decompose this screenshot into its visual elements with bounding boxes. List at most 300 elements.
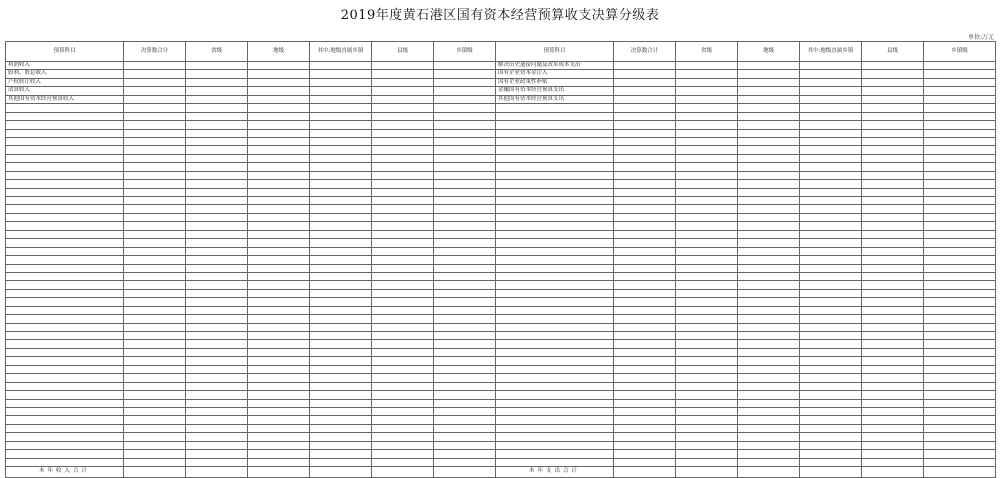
value-cell — [676, 340, 738, 348]
value-cell — [372, 340, 434, 348]
value-cell — [372, 78, 434, 86]
value-cell — [186, 146, 248, 154]
value-cell — [248, 332, 310, 340]
value-cell — [310, 129, 372, 137]
table-row — [6, 154, 996, 162]
income-subject-cell — [6, 323, 124, 331]
value-cell — [924, 399, 996, 407]
income-subject-cell — [6, 407, 124, 415]
value-cell — [372, 230, 434, 238]
value-cell — [676, 382, 738, 390]
value-cell — [614, 391, 676, 399]
value-cell — [924, 121, 996, 129]
value-cell — [862, 450, 924, 458]
table-row — [6, 256, 996, 264]
value-cell — [676, 137, 738, 145]
value-cell — [676, 197, 738, 205]
value-cell — [124, 306, 186, 314]
value-cell — [124, 104, 186, 112]
value-cell — [800, 399, 862, 407]
value-cell — [310, 340, 372, 348]
value-cell — [186, 70, 248, 78]
col-header-direct-town-right: 其中:地级直属乡镇 — [800, 42, 862, 62]
value-cell — [310, 95, 372, 103]
value-cell — [614, 222, 676, 230]
value-cell — [800, 391, 862, 399]
value-cell — [924, 441, 996, 449]
value-cell — [924, 391, 996, 399]
value-cell — [310, 154, 372, 162]
value-cell — [862, 70, 924, 78]
value-cell — [862, 298, 924, 306]
table-row — [6, 104, 996, 112]
value-cell — [738, 146, 800, 154]
value-cell — [924, 146, 996, 154]
value-cell — [738, 154, 800, 162]
value-cell — [738, 180, 800, 188]
value-cell — [248, 112, 310, 120]
value-cell — [676, 62, 738, 70]
value-cell — [372, 62, 434, 70]
expense-subject-cell — [496, 171, 614, 179]
value-cell — [924, 129, 996, 137]
value-cell — [372, 129, 434, 137]
value-cell — [862, 458, 924, 466]
value-cell — [800, 357, 862, 365]
value-cell — [434, 450, 496, 458]
value-cell — [614, 129, 676, 137]
value-cell — [186, 121, 248, 129]
value-cell — [186, 332, 248, 340]
value-cell — [434, 180, 496, 188]
value-cell — [310, 188, 372, 196]
value-cell — [434, 230, 496, 238]
value-cell — [248, 289, 310, 297]
value-cell — [372, 239, 434, 247]
value-cell — [924, 256, 996, 264]
expense-subject-cell — [496, 197, 614, 205]
value-cell — [124, 197, 186, 205]
value-cell — [924, 357, 996, 365]
value-cell — [124, 433, 186, 441]
value-cell — [186, 391, 248, 399]
value-cell — [676, 315, 738, 323]
value-cell — [614, 340, 676, 348]
value-cell — [862, 104, 924, 112]
income-subject-cell — [6, 289, 124, 297]
value-cell — [614, 104, 676, 112]
value-cell — [124, 205, 186, 213]
value-cell — [124, 264, 186, 272]
value-cell — [800, 230, 862, 238]
income-subject-cell — [6, 121, 124, 129]
value-cell — [434, 222, 496, 230]
value-cell — [434, 146, 496, 154]
value-cell — [800, 62, 862, 70]
value-cell — [186, 95, 248, 103]
value-cell — [800, 146, 862, 154]
income-subject-cell — [6, 441, 124, 449]
value-cell — [248, 78, 310, 86]
value-cell — [310, 458, 372, 466]
value-cell — [862, 315, 924, 323]
value-cell — [800, 222, 862, 230]
value-cell — [862, 433, 924, 441]
table-row — [6, 205, 996, 213]
value-cell — [248, 340, 310, 348]
value-cell — [676, 281, 738, 289]
value-cell — [800, 95, 862, 103]
value-cell — [186, 365, 248, 373]
value-cell — [124, 450, 186, 458]
income-subject-cell — [6, 306, 124, 314]
value-cell — [924, 205, 996, 213]
value-cell — [186, 433, 248, 441]
value-cell — [614, 146, 676, 154]
value-cell — [924, 407, 996, 415]
value-cell — [372, 348, 434, 356]
value-cell — [862, 365, 924, 373]
income-subject-cell — [6, 357, 124, 365]
value-cell — [124, 146, 186, 154]
value-cell — [614, 87, 676, 95]
value-cell — [434, 399, 496, 407]
value-cell — [676, 230, 738, 238]
value-cell — [124, 340, 186, 348]
value-cell — [800, 171, 862, 179]
value-cell — [248, 205, 310, 213]
expense-subject-cell — [496, 416, 614, 424]
col-header-total-left: 决算数合计 — [124, 42, 186, 62]
value-cell — [676, 348, 738, 356]
value-cell — [614, 180, 676, 188]
value-cell — [614, 188, 676, 196]
value-cell — [862, 205, 924, 213]
value-cell — [372, 247, 434, 255]
value-cell — [862, 306, 924, 314]
value-cell — [434, 374, 496, 382]
value-cell — [862, 272, 924, 280]
value-cell — [248, 256, 310, 264]
value-cell — [862, 129, 924, 137]
value-cell — [614, 374, 676, 382]
value-cell — [614, 95, 676, 103]
value-cell — [124, 213, 186, 221]
value-cell — [124, 62, 186, 70]
value-cell — [738, 264, 800, 272]
value-cell — [434, 87, 496, 95]
value-cell — [310, 197, 372, 205]
value-cell — [676, 247, 738, 255]
table-row — [6, 450, 996, 458]
value-cell — [676, 78, 738, 86]
value-cell — [186, 129, 248, 137]
value-cell — [124, 424, 186, 432]
col-header-township-left: 乡镇级 — [434, 42, 496, 62]
expense-subject-cell — [496, 154, 614, 162]
value-cell — [248, 171, 310, 179]
value-cell — [310, 222, 372, 230]
expense-subject-cell — [496, 281, 614, 289]
value-cell — [186, 374, 248, 382]
table-row — [6, 374, 996, 382]
value-cell — [248, 87, 310, 95]
value-cell — [800, 272, 862, 280]
value-cell — [248, 374, 310, 382]
expense-subject-cell — [496, 247, 614, 255]
table-row — [6, 188, 996, 196]
value-cell — [924, 281, 996, 289]
value-cell — [862, 171, 924, 179]
value-cell — [372, 289, 434, 297]
expense-subject-cell — [496, 323, 614, 331]
value-cell — [248, 441, 310, 449]
table-row — [6, 129, 996, 137]
value-cell — [434, 188, 496, 196]
expense-subject-cell — [496, 272, 614, 280]
income-subject-cell — [6, 298, 124, 306]
expense-total-cell — [676, 467, 738, 478]
value-cell — [738, 104, 800, 112]
value-cell — [800, 433, 862, 441]
value-cell — [124, 298, 186, 306]
value-cell — [372, 180, 434, 188]
value-cell — [738, 441, 800, 449]
expense-subject-cell — [496, 424, 614, 432]
value-cell — [800, 239, 862, 247]
value-cell — [310, 323, 372, 331]
value-cell — [186, 289, 248, 297]
value-cell — [614, 450, 676, 458]
value-cell — [124, 315, 186, 323]
value-cell — [434, 340, 496, 348]
value-cell — [186, 154, 248, 162]
value-cell — [186, 213, 248, 221]
value-cell — [614, 323, 676, 331]
value-cell — [434, 315, 496, 323]
value-cell — [924, 180, 996, 188]
value-cell — [434, 298, 496, 306]
value-cell — [124, 95, 186, 103]
income-subject-cell: 利润收入 — [6, 62, 124, 70]
table-row — [6, 298, 996, 306]
value-cell — [862, 95, 924, 103]
value-cell — [924, 332, 996, 340]
value-cell — [738, 340, 800, 348]
value-cell — [924, 424, 996, 432]
value-cell — [248, 433, 310, 441]
value-cell — [248, 62, 310, 70]
value-cell — [676, 239, 738, 247]
value-cell — [372, 121, 434, 129]
value-cell — [800, 70, 862, 78]
value-cell — [372, 323, 434, 331]
income-subject-cell: 股利、股息收入 — [6, 70, 124, 78]
value-cell — [614, 306, 676, 314]
value-cell — [186, 104, 248, 112]
value-cell — [310, 121, 372, 129]
value-cell — [862, 256, 924, 264]
value-cell — [310, 205, 372, 213]
expense-subject-cell — [496, 104, 614, 112]
value-cell — [434, 256, 496, 264]
value-cell — [186, 62, 248, 70]
value-cell — [434, 391, 496, 399]
value-cell — [372, 458, 434, 466]
table-row — [6, 121, 996, 129]
value-cell — [124, 407, 186, 415]
value-cell — [800, 441, 862, 449]
value-cell — [614, 230, 676, 238]
col-header-prefecture-left: 地级 — [248, 42, 310, 62]
value-cell — [676, 188, 738, 196]
value-cell — [186, 163, 248, 171]
value-cell — [124, 399, 186, 407]
value-cell — [614, 154, 676, 162]
income-subject-cell — [6, 256, 124, 264]
value-cell — [248, 298, 310, 306]
value-cell — [738, 281, 800, 289]
expense-subject-cell — [496, 365, 614, 373]
value-cell — [862, 281, 924, 289]
value-cell — [676, 95, 738, 103]
expense-subject-cell — [496, 213, 614, 221]
table-row — [6, 112, 996, 120]
income-subject-cell — [6, 281, 124, 289]
expense-subject-cell — [496, 441, 614, 449]
value-cell — [186, 272, 248, 280]
value-cell — [372, 450, 434, 458]
col-header-total-right: 决算数合计 — [614, 42, 676, 62]
value-cell — [248, 348, 310, 356]
value-cell — [124, 374, 186, 382]
value-cell — [186, 407, 248, 415]
col-header-subject-left: 预算科目 — [6, 42, 124, 62]
income-subject-cell — [6, 154, 124, 162]
table-row — [6, 70, 996, 78]
expense-subject-cell — [496, 121, 614, 129]
value-cell — [310, 264, 372, 272]
value-cell — [862, 424, 924, 432]
expense-subject-cell — [496, 239, 614, 247]
value-cell — [124, 256, 186, 264]
value-cell — [124, 281, 186, 289]
value-cell — [434, 272, 496, 280]
value-cell — [186, 281, 248, 289]
value-cell — [800, 315, 862, 323]
value-cell — [676, 87, 738, 95]
table-row — [6, 272, 996, 280]
income-subject-cell — [6, 416, 124, 424]
value-cell — [434, 163, 496, 171]
value-cell — [924, 340, 996, 348]
value-cell — [738, 163, 800, 171]
value-cell — [614, 256, 676, 264]
value-cell — [248, 70, 310, 78]
table-row — [6, 213, 996, 221]
income-subject-cell — [6, 180, 124, 188]
value-cell — [614, 332, 676, 340]
value-cell — [248, 222, 310, 230]
value-cell — [738, 222, 800, 230]
value-cell — [862, 230, 924, 238]
table-row — [6, 458, 996, 466]
value-cell — [372, 163, 434, 171]
value-cell — [124, 391, 186, 399]
value-cell — [862, 391, 924, 399]
table-row — [6, 399, 996, 407]
value-cell — [800, 163, 862, 171]
value-cell — [434, 424, 496, 432]
expense-total-label: 本年支出合计 — [496, 467, 614, 478]
table-row — [6, 416, 996, 424]
value-cell — [310, 424, 372, 432]
value-cell — [924, 188, 996, 196]
value-cell — [862, 222, 924, 230]
value-cell — [124, 323, 186, 331]
value-cell — [124, 163, 186, 171]
value-cell — [310, 407, 372, 415]
value-cell — [924, 416, 996, 424]
value-cell — [738, 306, 800, 314]
value-cell — [186, 382, 248, 390]
value-cell — [372, 197, 434, 205]
expense-subject-cell — [496, 399, 614, 407]
value-cell — [924, 163, 996, 171]
value-cell — [372, 315, 434, 323]
value-cell — [738, 95, 800, 103]
value-cell — [124, 112, 186, 120]
col-header-township-right: 乡镇级 — [924, 42, 996, 62]
value-cell — [738, 78, 800, 86]
value-cell — [738, 272, 800, 280]
value-cell — [614, 272, 676, 280]
value-cell — [248, 154, 310, 162]
value-cell — [676, 213, 738, 221]
value-cell — [924, 222, 996, 230]
value-cell — [434, 121, 496, 129]
value-cell — [676, 306, 738, 314]
expense-subject-cell — [496, 382, 614, 390]
value-cell — [186, 450, 248, 458]
value-cell — [310, 247, 372, 255]
value-cell — [676, 323, 738, 331]
value-cell — [434, 458, 496, 466]
expense-subject-cell: 金融国有资本经营预算支出 — [496, 87, 614, 95]
value-cell — [862, 112, 924, 120]
value-cell — [434, 205, 496, 213]
value-cell — [800, 188, 862, 196]
expense-total-cell — [800, 467, 862, 478]
value-cell — [738, 315, 800, 323]
income-subject-cell — [6, 340, 124, 348]
value-cell — [248, 382, 310, 390]
value-cell — [800, 289, 862, 297]
value-cell — [310, 382, 372, 390]
value-cell — [372, 213, 434, 221]
totals-row — [6, 467, 996, 478]
value-cell — [124, 348, 186, 356]
value-cell — [124, 137, 186, 145]
value-cell — [372, 281, 434, 289]
value-cell — [738, 112, 800, 120]
value-cell — [186, 112, 248, 120]
value-cell — [862, 332, 924, 340]
value-cell — [310, 104, 372, 112]
value-cell — [434, 70, 496, 78]
value-cell — [738, 213, 800, 221]
value-cell — [676, 433, 738, 441]
